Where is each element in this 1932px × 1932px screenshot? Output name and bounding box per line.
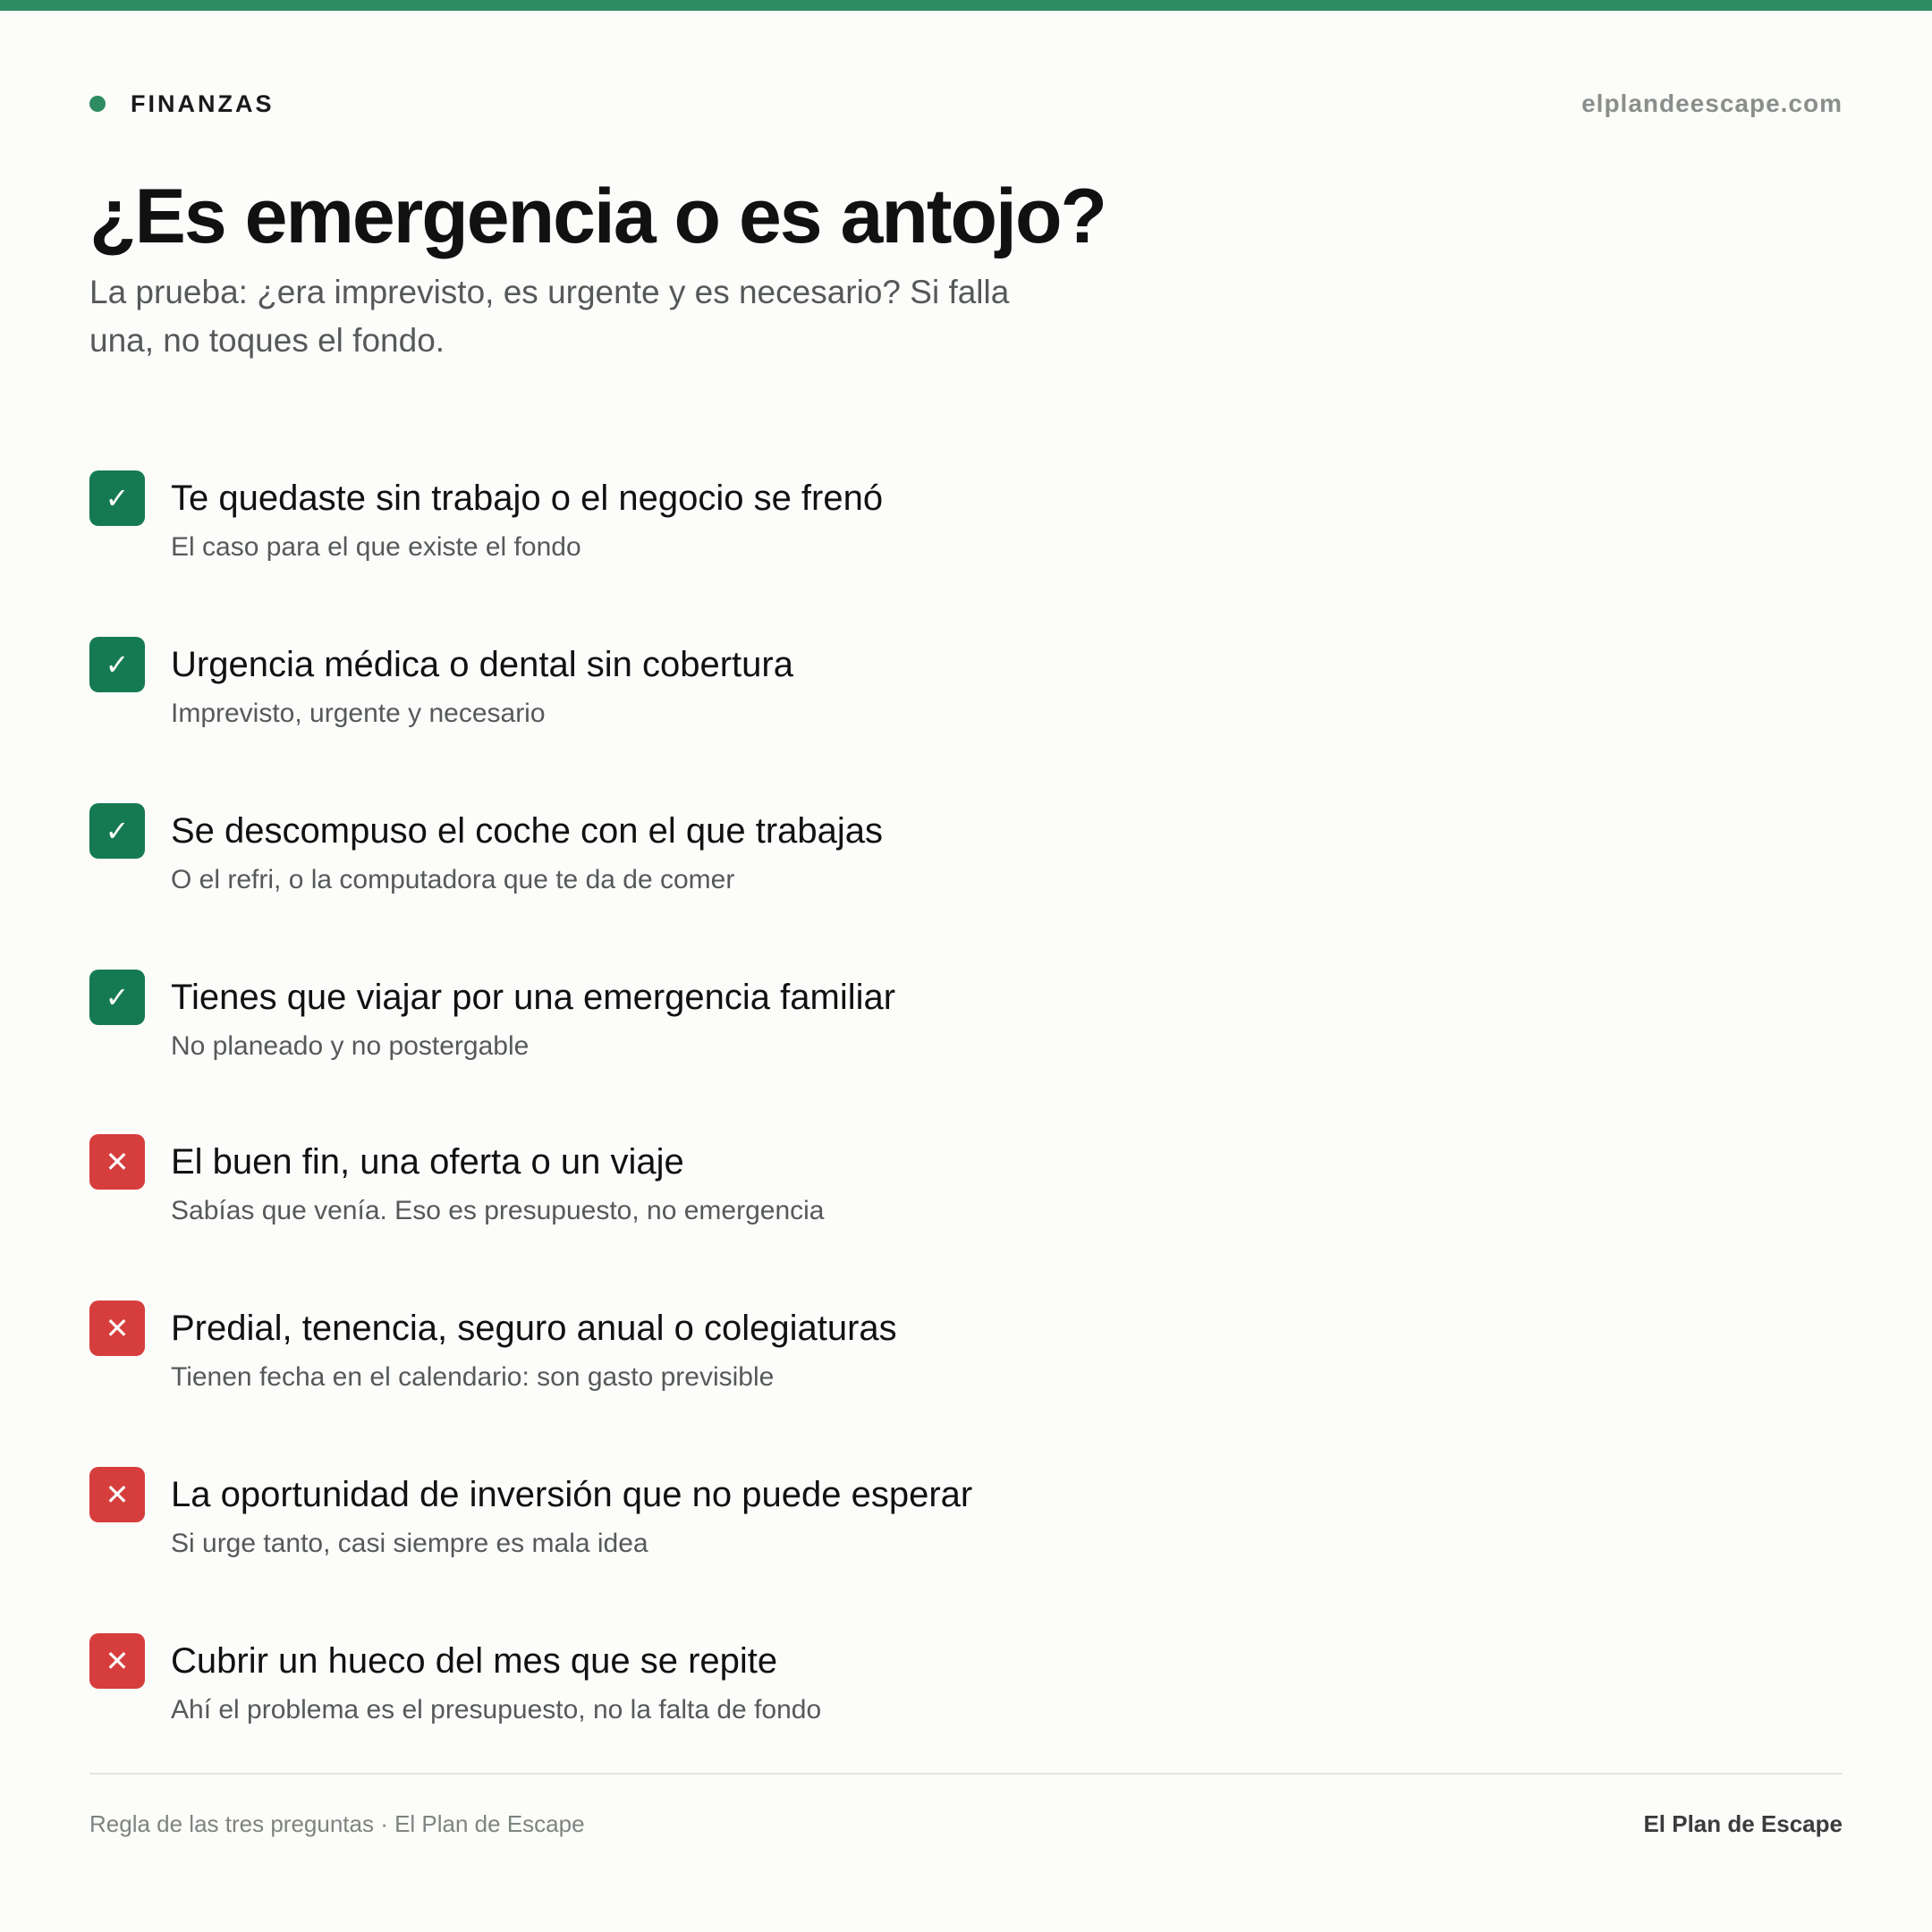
- list-item: [89, 1301, 1843, 1417]
- category-label: FINANZAS: [131, 89, 275, 117]
- item-note: Ahí el problema es el presupuesto, no la falta de fondo: [171, 1695, 822, 1724]
- item-note: Tienen fecha en el calendario: son gasto previsible: [171, 1362, 775, 1392]
- item-title: La oportunidad de inversión que no puede esperar: [171, 1475, 973, 1514]
- item-title: Predial, tenencia, seguro anual o colegiaturas: [171, 1309, 897, 1348]
- page-subtitle: La prueba: ¿era imprevisto, es urgente y es necesario? Si falla una, no toques el fondo.: [89, 274, 1010, 359]
- cross-icon: ✕: [89, 1633, 145, 1689]
- check-icon: ✓: [89, 470, 145, 526]
- category-dot-icon: [89, 96, 106, 112]
- item-title: El buen fin, una oferta o un viaje: [171, 1142, 684, 1182]
- item-note: Sabías que venía. Eso es presupuesto, no emergencia: [171, 1196, 825, 1225]
- item-title: Tienes que viajar por una emergencia familiar: [171, 978, 896, 1017]
- list-item: [89, 1467, 1843, 1583]
- category-tag: [89, 90, 275, 118]
- footer-divider: [89, 1773, 1843, 1775]
- item-note: Si urge tanto, casi siempre es mala idea: [171, 1529, 648, 1558]
- footer-brand: El Plan de Escape: [1643, 1810, 1843, 1837]
- page-title: ¿Es emergencia o es antojo?: [89, 174, 1106, 259]
- list-item: [89, 1134, 1843, 1250]
- check-icon: ✓: [89, 637, 145, 692]
- site-url: elplandeescape.com: [1581, 89, 1843, 117]
- item-note: Imprevisto, urgente y necesario: [171, 699, 546, 728]
- list-item: [89, 803, 1843, 919]
- item-title: Cubrir un hueco del mes que se repite: [171, 1641, 778, 1681]
- item-title: Te quedaste sin trabajo o el negocio se frenó: [171, 479, 884, 518]
- item-note: O el refri, o la computadora que te da de comer: [171, 865, 735, 894]
- top-accent-bar: [0, 0, 1932, 11]
- cross-icon: ✕: [89, 1467, 145, 1522]
- item-title: Se descompuso el coche con el que trabajas: [171, 811, 884, 851]
- list-item: [89, 470, 1843, 587]
- item-note: No planeado y no postergable: [171, 1031, 530, 1061]
- header: [89, 86, 1843, 122]
- cross-icon: ✕: [89, 1134, 145, 1190]
- list-item: [89, 1633, 1843, 1750]
- check-icon: ✓: [89, 970, 145, 1025]
- item-note: El caso para el que existe el fondo: [171, 532, 581, 562]
- item-title: Urgencia médica o dental sin cobertura: [171, 645, 793, 684]
- footer-caption: Regla de las tres preguntas · El Plan de Escape: [89, 1810, 585, 1837]
- list-item: [89, 637, 1843, 753]
- list-item: [89, 970, 1843, 1086]
- cross-icon: ✕: [89, 1301, 145, 1356]
- check-icon: ✓: [89, 803, 145, 859]
